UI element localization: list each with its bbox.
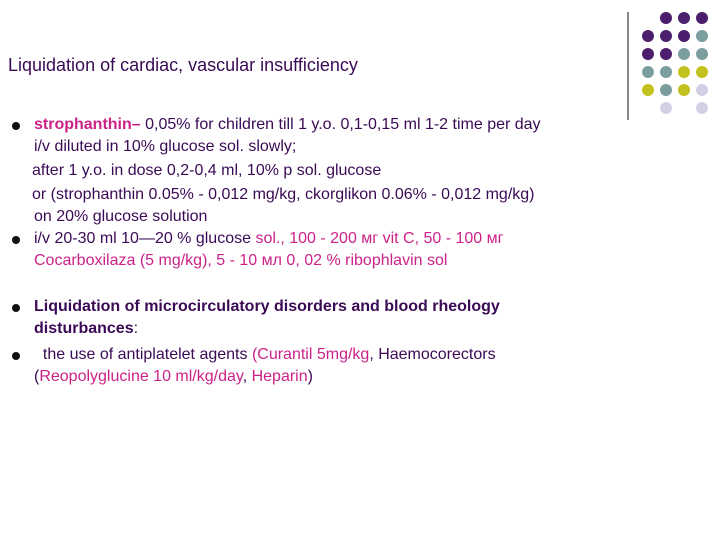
decorative-dot [678,30,690,42]
separator: , [242,368,252,385]
decorative-dot [696,48,708,60]
decorative-dot [678,48,690,60]
drug-name: strophanthin– [34,116,146,133]
section-heading: Liquidation of microcirculatory disorders and blood rheology [34,298,500,315]
decorative-dot [660,48,672,60]
paren: ( [34,368,40,385]
bullet-item-microcirculation [12,296,712,340]
decorative-dot [660,30,672,42]
continuation-line [12,184,712,228]
decorative-dot [660,66,672,78]
bullet-item-glucose [12,228,712,272]
decorative-dot [678,12,690,24]
drug-name: Reopolyglucine 10 ml/kg/day [39,368,243,385]
dose-text: , Haemocorectors [369,346,496,363]
bullet-icon [12,236,20,244]
decorative-dot [696,84,708,96]
page-title: Liquidation of cardiac, vascular insufficiency [8,55,358,75]
dose-text: 0,05% for children till 1 y.o. 0,1-0,15 ml 1-2 time per day [145,116,541,133]
drug-name: Heparin [251,368,308,385]
decorative-dot [660,84,672,96]
decorative-dot [696,12,708,24]
colon: : [133,320,139,337]
paren: ) [307,368,313,385]
dose-text: Cocarboxilaza (5 mg/kg), 5 - 10 мл 0, 02 % ribophlavin sol [34,252,448,269]
decorative-dot [678,66,690,78]
drug-name: (Curantil 5mg/kg [251,346,370,363]
dose-text: after 1 y.o. in dose 0,2-0,4 ml, 10% p sol. glucose [32,162,382,179]
bullet-icon [12,304,20,312]
spacer [12,272,712,296]
dose-text: or (strophanthin 0.05% - 0,012 mg/kg, ckorglikon 0.06% - 0,012 mg/kg) [32,186,535,203]
decorative-dot [696,102,708,114]
dose-text: the use of antiplatelet agents [34,346,252,363]
decorative-dot [642,84,654,96]
decorative-dot [678,84,690,96]
section-heading: disturbances [34,320,134,337]
dose-text: i/v 20-30 ml 10—20 % glucose [34,230,256,247]
bullet-item-antiplatelet [12,344,712,388]
dose-text: on 20% glucose solution [34,208,208,225]
decorative-dot [642,66,654,78]
decorative-dot [660,102,672,114]
vertical-divider [627,12,629,120]
dose-text: i/v diluted in 10% glucose sol. slowly; [34,138,297,155]
bullet-icon [12,122,20,130]
continuation-line [12,160,712,182]
slide-content [12,114,712,388]
decorative-dot [696,30,708,42]
bullet-item-strophanthin [12,114,712,158]
decorative-dot [660,12,672,24]
decorative-dot [642,30,654,42]
decorative-dot [696,66,708,78]
bullet-icon [12,352,20,360]
decorative-dot [642,48,654,60]
dose-text: sol., 100 - 200 мг vit C, 50 - 100 мг [255,230,504,247]
